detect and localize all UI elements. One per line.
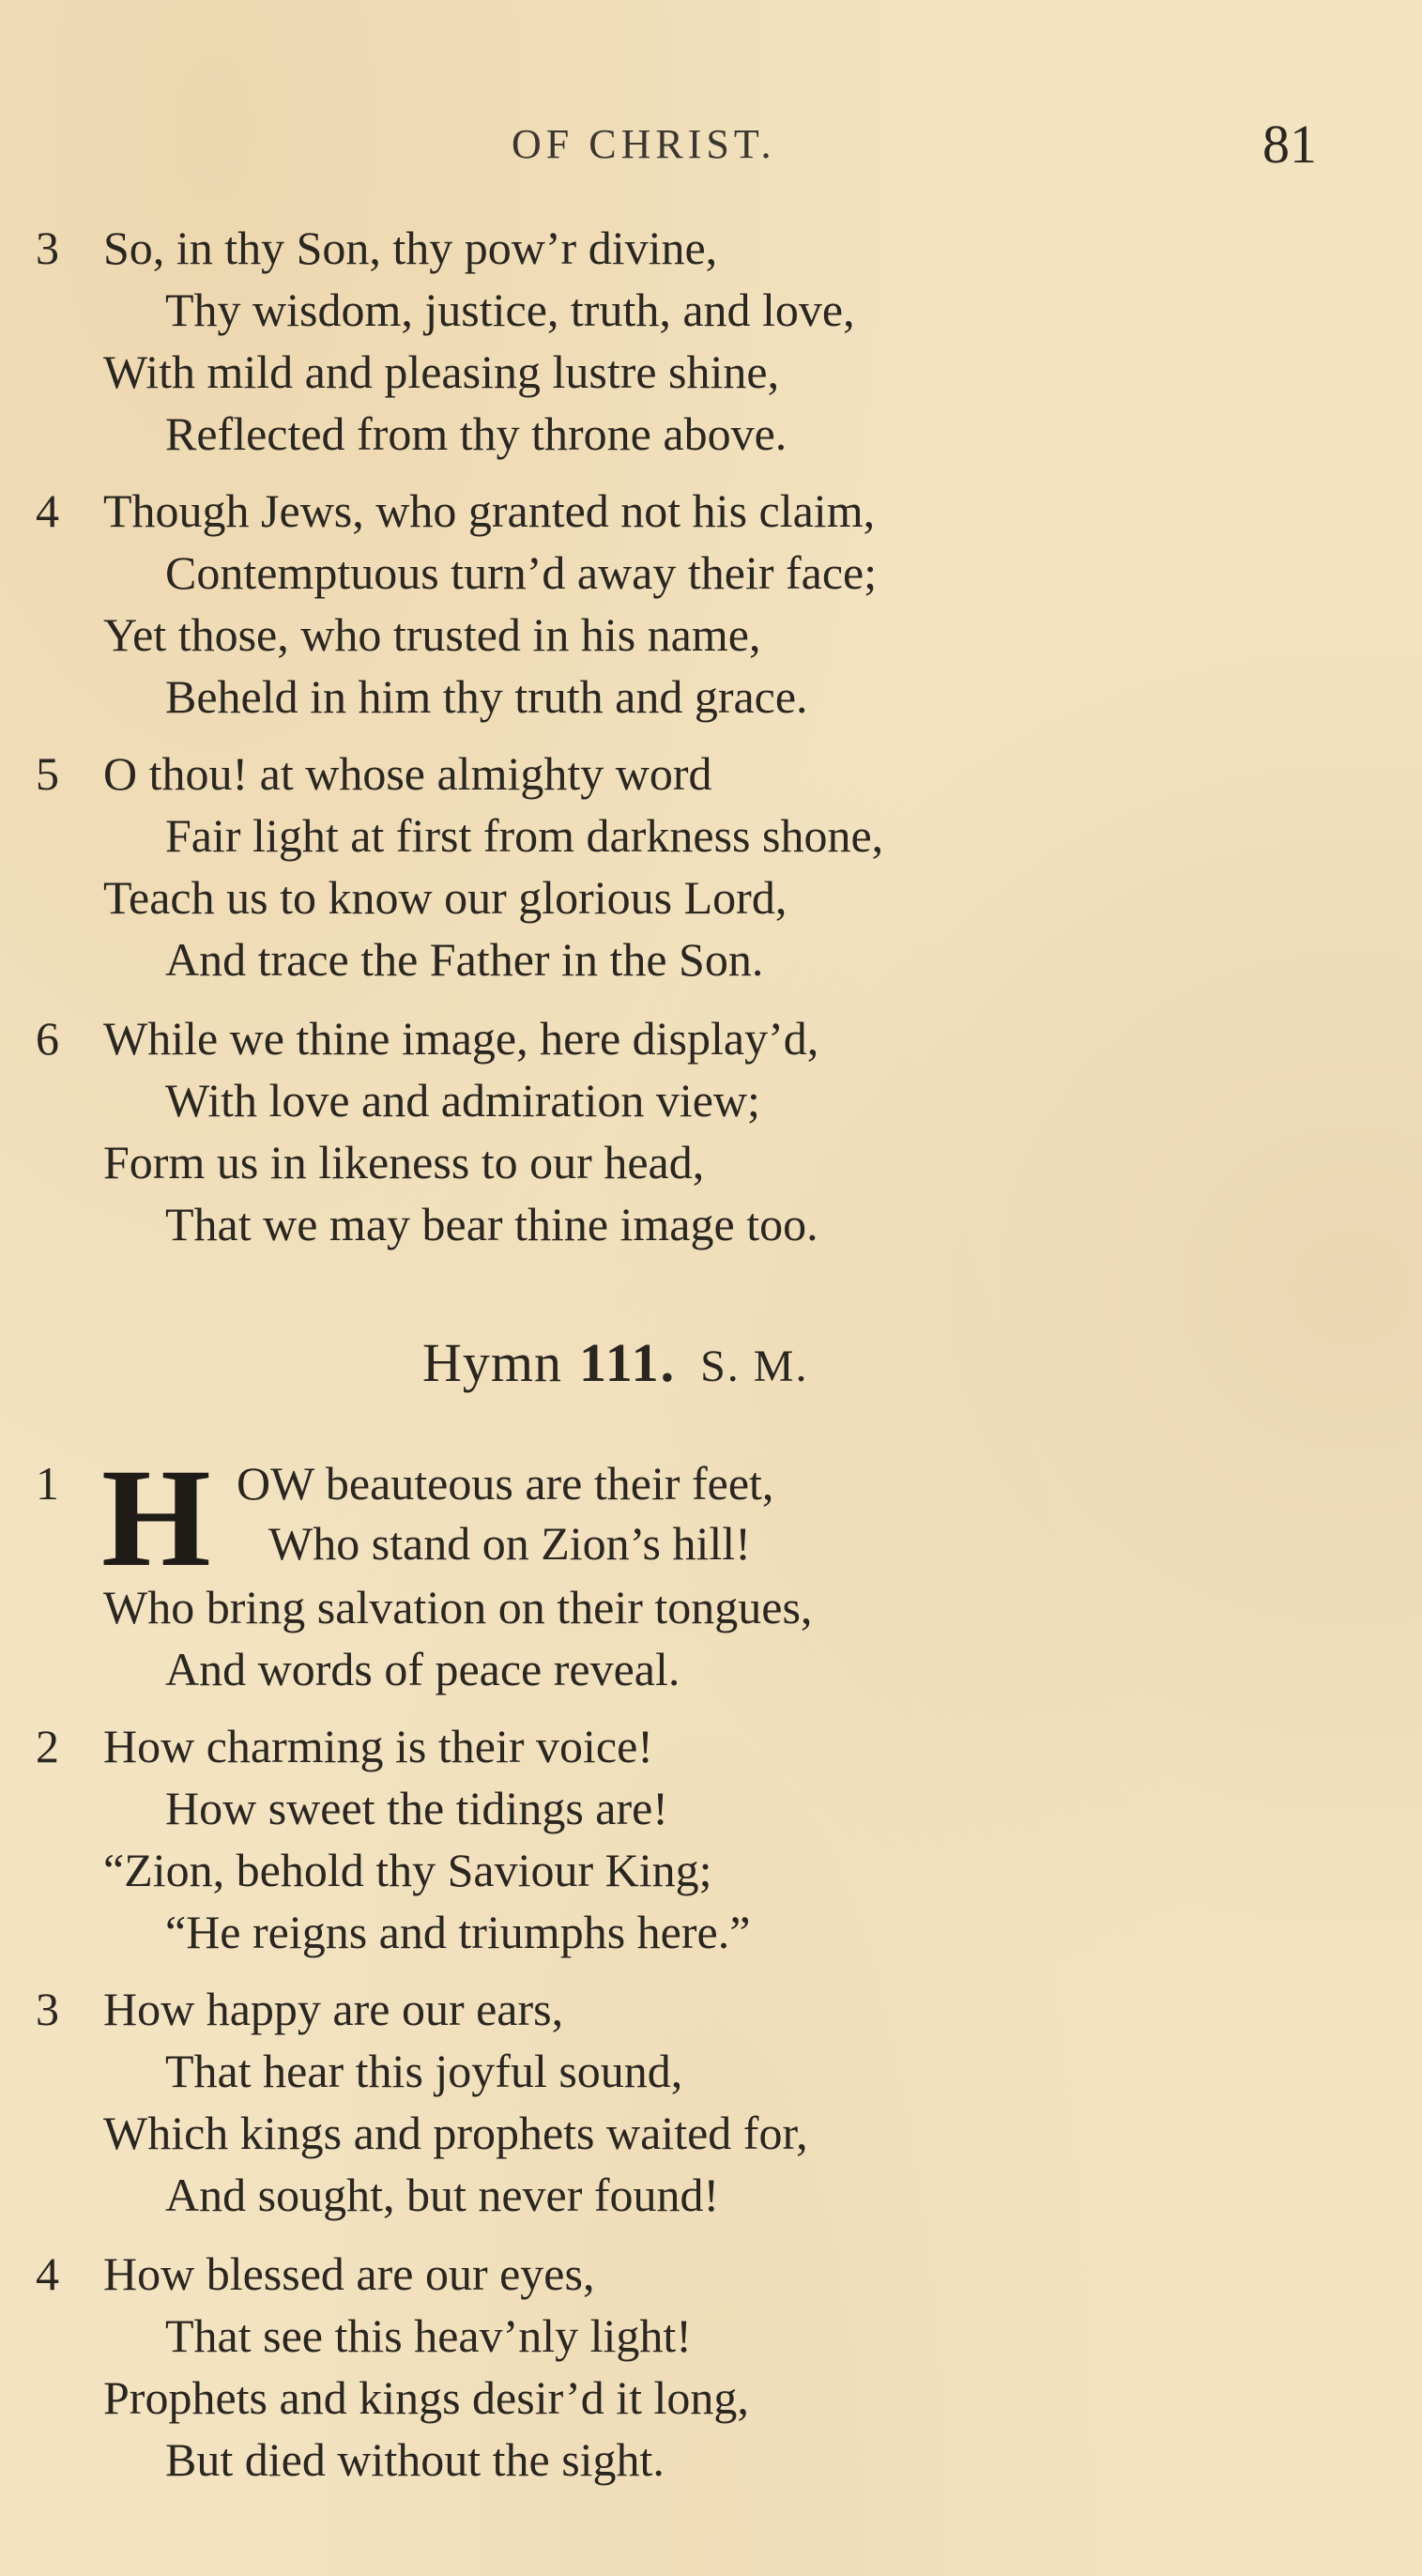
- verse-number: 3: [36, 1983, 59, 2035]
- verse-line: Fair light at first from darkness shone,: [165, 809, 884, 862]
- verse-line: “Zion, behold thy Saviour King;: [103, 1844, 712, 1896]
- drop-cap: H: [101, 1440, 211, 1596]
- verse-line: That hear this joyful sound,: [165, 2045, 683, 2097]
- verse-number: 6: [36, 1012, 59, 1065]
- verse-line: How charming is their voice!: [103, 1720, 653, 1772]
- verse-line: Prophets and kings desir’d it long,: [103, 2371, 749, 2424]
- hymn-number: 111.: [579, 1332, 677, 1393]
- verse-line: Which kings and prophets waited for,: [103, 2107, 808, 2159]
- verse-number: 5: [36, 747, 59, 800]
- verse-line: How blessed are our eyes,: [103, 2247, 595, 2300]
- verse-number: 1: [36, 1457, 59, 1510]
- hymn-word: Hymn: [422, 1332, 562, 1393]
- verse-line: How happy are our ears,: [103, 1983, 564, 2035]
- verse-number: 4: [36, 484, 59, 537]
- verse-line: And trace the Father in the Son.: [165, 933, 764, 986]
- verse-line: Thy wisdom, justice, truth, and love,: [165, 284, 855, 336]
- verse-line: Who bring salvation on their tongues,: [103, 1581, 813, 1633]
- verse-line: O thou! at whose almighty word: [103, 747, 712, 800]
- verse-line: Teach us to know our glorious Lord,: [103, 871, 787, 924]
- verse-line: And sought, but never found!: [165, 2169, 720, 2221]
- verse-line: That see this heav’nly light!: [165, 2309, 692, 2362]
- verse-number: 3: [36, 222, 59, 274]
- verse-line: That we may bear thine image too.: [165, 1198, 818, 1250]
- verse-line: Beheld in him thy truth and grace.: [165, 670, 808, 723]
- verse-line: With mild and pleasing lustre shine,: [103, 345, 780, 398]
- verse-line: And words of peace reveal.: [165, 1643, 680, 1695]
- verse-number: 4: [36, 2247, 59, 2300]
- verse-line: OW beauteous are their feet,: [237, 1457, 774, 1510]
- verse-line: How sweet the tidings are!: [165, 1782, 668, 1834]
- verse-line: Yet those, who trusted in his name,: [103, 608, 761, 661]
- hymn-heading: [422, 1331, 808, 1394]
- running-header: OF CHRIST.: [512, 121, 776, 167]
- verse-line: So, in thy Son, thy pow’r divine,: [103, 222, 718, 274]
- verse-line: While we thine image, here display’d,: [103, 1012, 819, 1065]
- verse-number: 2: [36, 1720, 59, 1772]
- verse-line: “He reigns and triumphs here.”: [165, 1906, 751, 1958]
- verse-line: Though Jews, who granted not his claim,: [103, 484, 876, 537]
- verse-line: Form us in likeness to our head,: [103, 1136, 705, 1188]
- verse-line: Who stand on Zion’s hill!: [268, 1517, 751, 1570]
- verse-line: With love and admiration view;: [165, 1074, 760, 1127]
- verse-line: Contemptuous turn’d away their face;: [165, 546, 878, 599]
- hymn-meter: S. M.: [700, 1342, 809, 1391]
- verse-line: But died without the sight.: [165, 2433, 665, 2486]
- page-number: 81: [1262, 114, 1317, 175]
- verse-line: Reflected from thy throne above.: [165, 407, 787, 460]
